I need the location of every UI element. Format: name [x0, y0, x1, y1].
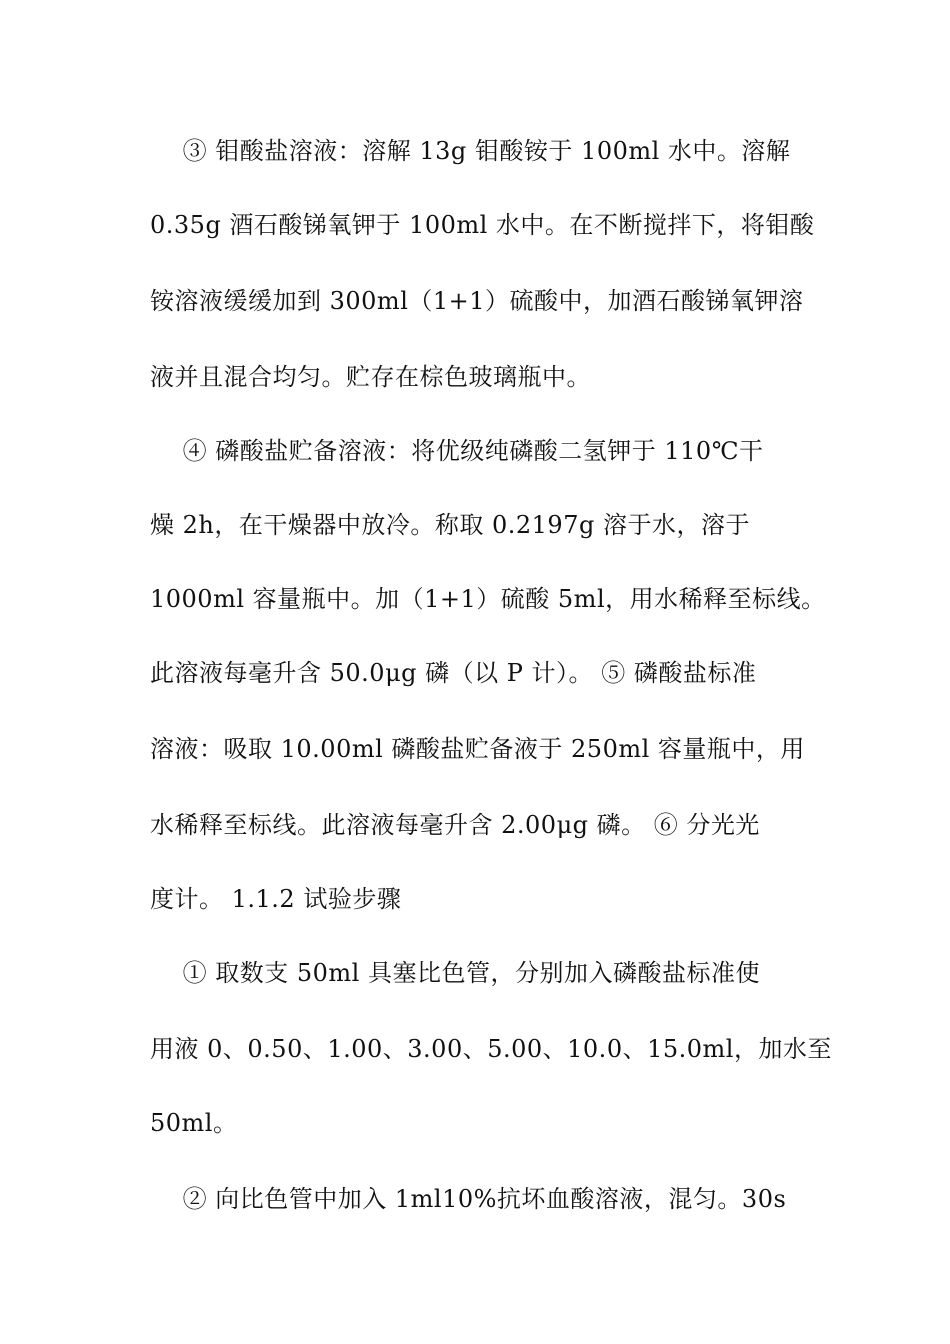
text-line: 燥 2h，在干燥器中放冷。称取 0.2197g 溶于水，溶于: [150, 511, 750, 539]
text-line: ② 向比色管中加入 1ml10%抗坏血酸溶液，混匀。30s: [150, 1185, 787, 1213]
text-line: ① 取数支 50ml 具塞比色管，分别加入磷酸盐标准使: [150, 959, 760, 987]
section-heading-line: 度计。 1.1.2 试验步骤: [150, 885, 402, 913]
text-line: 1000ml 容量瓶中。加（1+1）硫酸 5ml，用水稀释至标线。: [150, 585, 826, 613]
text-line: 液并且混合均匀。贮存在棕色玻璃瓶中。: [150, 363, 591, 391]
text-line: ③ 钼酸盐溶液：溶解 13g 钼酸铵于 100ml 水中。溶解: [150, 137, 791, 165]
text-line: 铵溶液缓缓加到 300ml（1+1）硫酸中，加酒石酸锑氧钾溶: [150, 287, 804, 315]
text-line: 水稀释至标线。此溶液每毫升含 2.00μg 磷。 ⑥ 分光光: [150, 811, 760, 839]
text-line: ④ 磷酸盐贮备溶液：将优级纯磷酸二氢钾于 110℃干: [150, 437, 764, 465]
text-line: 此溶液每毫升含 50.0μg 磷（以 P 计）。 ⑤ 磷酸盐标准: [150, 659, 757, 687]
text-line: 50ml。: [150, 1109, 238, 1137]
text-line: 用液 0、0.50、1.00、3.00、5.00、10.0、15.0ml，加水至: [150, 1035, 832, 1063]
text-line: 溶液：吸取 10.00ml 磷酸盐贮备液于 250ml 容量瓶中，用: [150, 735, 805, 763]
text-line: 0.35g 酒石酸锑氧钾于 100ml 水中。在不断搅拌下，将钼酸: [150, 211, 815, 239]
